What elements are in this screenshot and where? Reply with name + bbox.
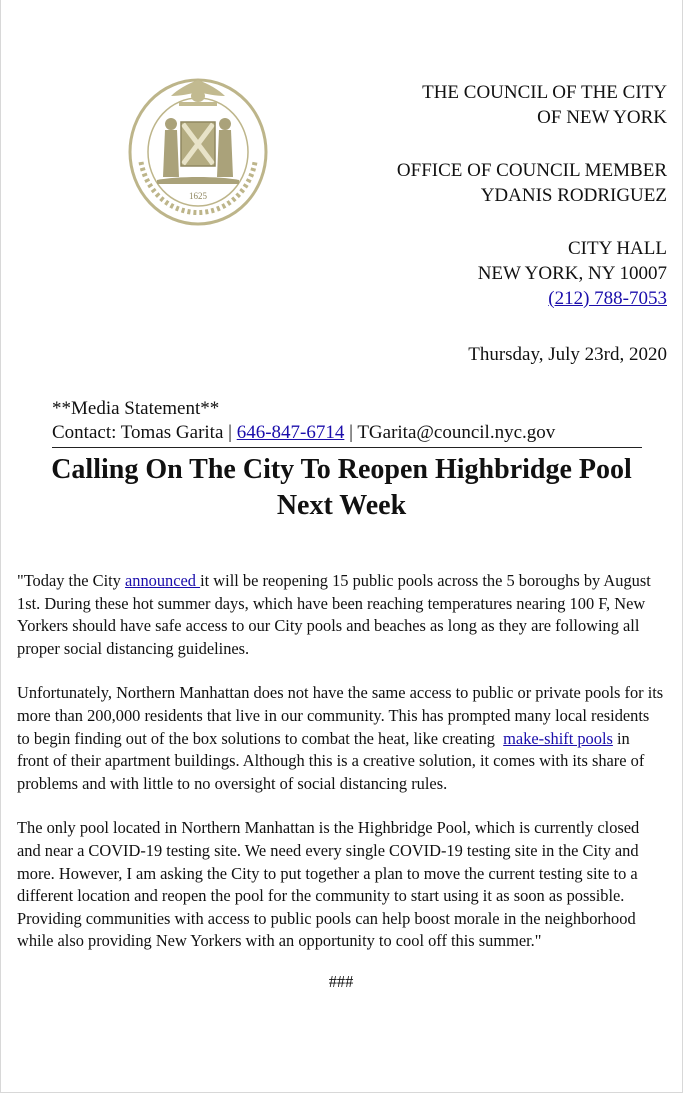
headline-line-1: Calling On The City To Reopen Highbridge Pool <box>51 454 632 485</box>
contact-line <box>52 420 642 448</box>
office-line-1: OFFICE OF COUNCIL MEMBER <box>396 160 667 181</box>
headline-line-2: Next Week <box>276 490 407 521</box>
seal-year: 1625 <box>189 191 207 201</box>
office-header <box>397 158 667 208</box>
council-header <box>422 80 667 130</box>
office-line-2: YDANIS RODRIGUEZ <box>480 185 667 206</box>
org-line-1: THE COUNCIL OF THE CITY <box>422 82 667 103</box>
address-line-1: CITY HALL <box>567 238 667 259</box>
org-line-2: OF NEW YORK <box>537 107 667 128</box>
city-seal <box>127 72 269 227</box>
contact-prefix: Contact: Tomas Garita | <box>52 422 237 443</box>
contact-email: | TGarita@council.nyc.gov <box>344 422 556 443</box>
paragraph-1 <box>17 570 665 660</box>
p1-text-start: "Today the City <box>17 571 125 590</box>
address-line-2: NEW YORK, NY 10007 <box>477 263 667 284</box>
p2-text-end: in front of their apartment buildings. Although this is a creative solution, it comes with its share of problems and with little to no oversight of social distancing rules. <box>17 728 645 793</box>
address-block <box>478 236 667 311</box>
contact-phone-link[interactable]: 646-847-6714 <box>236 422 345 443</box>
paragraph-3: The only pool located in Northern Manhattan is the Highbridge Pool, which is currently closed and near a COVID-19 testing site. We need every single COVID-19 testing site in the City and more. However, I am asking the City to put together a plan to move the current testing site to a different location and reopen the pool for the community to start using it as soon as possible. Providing communities with access to public pools can help boost morale in the neighborhood while also providing New Yorkers with an opportunity to cool off this summer." <box>17 818 640 951</box>
p1-text-end: it will be reopening 15 public pools across the 5 boroughs by August 1st. During these hot summer days, which have been reaching temperatures nearing 100 F, New Yorkers should have safe access to our City pools and beaches as long as they are following all proper social distancing guidelines. <box>17 571 651 658</box>
paragraph-2 <box>17 682 668 795</box>
media-statement-label: **Media Statement** <box>52 398 220 419</box>
end-mark: ### <box>328 971 354 991</box>
headline <box>0 452 683 524</box>
announced-link[interactable]: announced <box>124 571 201 590</box>
p2-text-start: Unfortunately, Northern Manhattan does not have the same access to public or private pools for its more than 200,000 residents that live in our community. This has prompted many local residents to begin finding out of the box solutions to combat the heat, like creating <box>17 683 668 748</box>
statement-body <box>17 570 668 994</box>
make-shift-pools-link[interactable]: make-shift pools <box>503 728 613 748</box>
office-phone-link[interactable]: (212) 788-7053 <box>548 288 667 309</box>
release-date: Thursday, July 23rd, 2020 <box>468 344 667 365</box>
